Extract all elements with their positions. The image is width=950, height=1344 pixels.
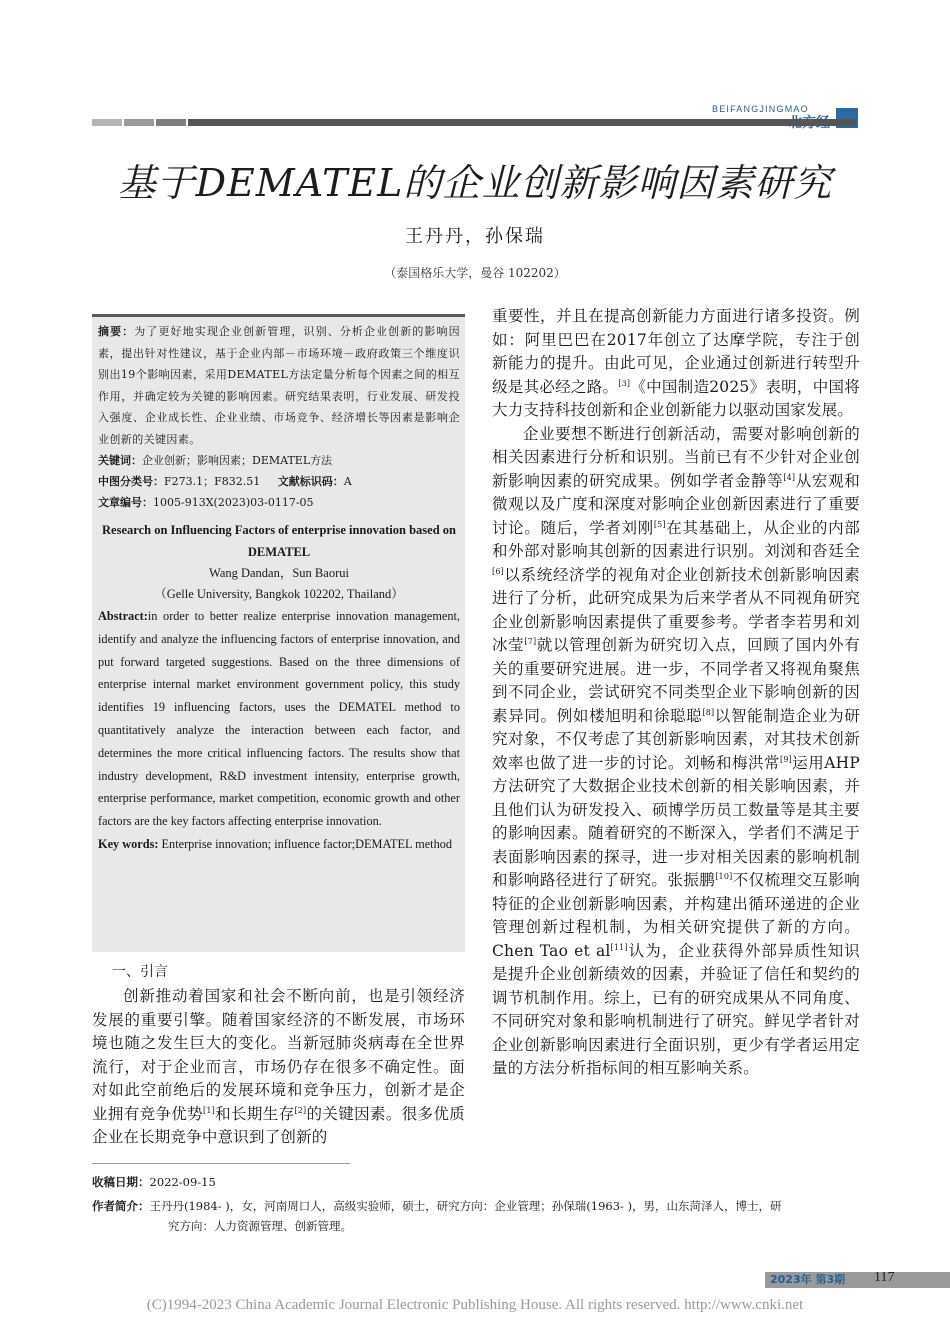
citation-ref-10: [10] xyxy=(715,871,733,881)
citation-ref-5: [5] xyxy=(653,519,666,529)
intro-text-part2: 和长期生存 xyxy=(214,1104,295,1123)
right-p2-s3: 在其基础上，从企业的内部和外部对影响其创新的因素进行识别。刘浏和沓廷全 xyxy=(492,518,860,560)
citation-ref-7: [7] xyxy=(524,636,537,646)
english-authors: Wang Dandan，Sun Baorui xyxy=(209,566,349,580)
right-p2-s6: 以智能制造企业为研究对象，不仅考虑了其创新影响因素，对其技术创新效率也做了进一步的讨论。刘畅和梅洪常 xyxy=(492,706,860,772)
author-bio-line-2: 究方向：人力资源管理、创新管理。 xyxy=(168,1219,352,1233)
clc-value: F273.1；F832.51 xyxy=(164,475,261,488)
citation-ref-11: [11] xyxy=(610,942,628,952)
author-bio-text-1: 王丹丹(1984- )，女，河南周口人，高级实验师，硕士，研究方向：企业管理；孙保瑞(1963- )，男，山东菏泽人，博士，研 xyxy=(149,1199,782,1213)
right-p1-text-b: 《中国制造2025》表明，中国将大力支持科技创新和企业创新能力以驱动国家发展。 xyxy=(492,377,860,419)
footnote-rule xyxy=(92,1163,350,1164)
paper-authors: 王丹丹，孙保瑞 xyxy=(405,226,545,247)
paper-title: 基于DEMATEL的企业创新影响因素研究 xyxy=(117,161,833,205)
classification-line xyxy=(98,471,460,492)
right-p2-s2: 从宏观和微观以及广度和深度对影响企业创新因素进行了重要讨论。随后，学者刘刚 xyxy=(492,471,860,537)
right-paragraph-1 xyxy=(492,305,860,423)
page-number: 117 xyxy=(874,1270,895,1285)
received-date-label: 收稿日期： xyxy=(92,1175,150,1189)
author-bio-line-1 xyxy=(92,1196,862,1216)
right-p2-s9: 认为，企业获得外部异质性知识是提升企业创新绩效的因素，并验证了信任和契约的调节机制作用。综上，已有的研究成果从不同角度、不同研究对象和影响机制进行了研究。鲜见学者针对企业创新影响因素进行全面识别，更少有学者运用定量的方法分析指标间的相互影响关系。 xyxy=(492,941,860,1077)
article-number-label: 文章编号： xyxy=(98,496,153,509)
left-column-body xyxy=(92,985,465,1150)
citation-ref-4: [4] xyxy=(783,472,796,482)
article-number-value: 1005-913X(2023)03-0117-05 xyxy=(153,496,314,509)
right-p1-text-a: 重要性，并且在提高创新能力方面进行诸多投资。例如：阿里巴巴在2017年创立了达摩学院，专注于创新能力的提升。由此可见，企业通过创新进行转型升级是其必经之路。 xyxy=(492,307,860,396)
citation-ref-6: [6] xyxy=(492,566,504,576)
keywords-line xyxy=(98,450,460,471)
english-keywords-label: Key words: xyxy=(98,836,159,851)
right-p2-s7: 运用AHP方法研究了大数据企业技术创新的相关影响因素，并且他们认为研发投入、硕博学历员工数量等是其主要的影响因素。随着研究的不断深入，学者们不满足于表面影响因素的探寻，进一步对相关因素的影响机制和影响路径进行了研究。张振鹏 xyxy=(492,753,860,889)
paper-affiliation: （泰国格乐大学，曼谷 102202） xyxy=(384,266,566,280)
keywords-value: 企业创新；影响因素；DEMATEL方法 xyxy=(142,454,333,467)
abstract-cn-text: 为了更好地实现企业创新管理，识别、分析企业创新的影响因素，提出针对性建议，基于企业内部－市场环境－政府政策三个维度识别出19个影响因素，采用DEMATEL方法定量分析每个因素之间的相互作用，并确定较为关键的影响因素。研究结果表明，行业发展、研发投入强度、企业成长性、企业业绩、市场竞争、经济增长等因素是影响企业创新的关键因素。 xyxy=(98,325,460,446)
citation-ref-2: [2] xyxy=(294,1105,307,1115)
section-heading-introduction: 一、引言 xyxy=(112,964,168,980)
right-p2-s5: 就以管理创新为研究切入点，回顾了国内外有关的重要研究进展。进一步，不同学者又将视角聚焦到不同企业，尝试研究不同类型企业下影响创新的因素异同。例如楼旭明和徐聪聪 xyxy=(492,636,860,725)
right-p2-s4: 以系统经济学的视角对企业创新技术创新影响因素进行了分析，此研究成果为后来学者从不同视角研究企业创新影响因素提供了重要参考。学者李若男和刘冰莹 xyxy=(492,565,860,654)
clc-label: 中图分类号： xyxy=(98,475,164,488)
abstract-cn xyxy=(98,321,460,450)
article-number-line xyxy=(98,492,460,513)
english-keywords xyxy=(98,833,460,856)
citation-ref-1: [1] xyxy=(203,1105,215,1115)
right-p2-s1: 企业要想不断进行创新活动，需要对影响创新的相关因素进行分析和识别。当前已有不少针对企业创新影响因素的研究成果。例如学者金静等 xyxy=(492,424,860,490)
abstract-box xyxy=(92,314,465,952)
english-abstract-label: Abstract: xyxy=(98,609,148,623)
intro-text-part1: 创新推动着国家和社会不断向前，也是引领经济发展的重要引擎。随着国家经济的不断发展，市场环境也随之发生巨大的变化。当新冠肺炎病毒在全世界流行，对于企业而言，市场仍存在很多不确定性。面对如此空前绝后的发展环境和竞争压力，创新才是企业拥有竞争优势 xyxy=(92,987,465,1123)
received-date-value: 2022-09-15 xyxy=(149,1175,216,1189)
citation-ref-3: [3] xyxy=(618,378,631,388)
english-title: Research on Influencing Factors of enterprise innovation based on DEMATEL xyxy=(102,523,456,559)
citation-ref-9: [9] xyxy=(780,754,792,764)
intro-paragraph xyxy=(92,985,465,1150)
abstract-label: 摘要： xyxy=(98,325,135,338)
english-abstract xyxy=(98,605,460,833)
issue-label: 2023年 第3期 xyxy=(770,1273,846,1286)
journal-name-pinyin: BEIFANGJINGMAO xyxy=(712,104,809,114)
english-keywords-value: Enterprise innovation; influence factor;DEMATEL method xyxy=(161,836,453,851)
keywords-label: 关键词： xyxy=(98,454,142,467)
right-p2-s8: 不仅梳理交互影响特征的企业创新影响因素，并构建出循环递进的企业管理创新过程机制，为相关研究提供了新的方向。Chen Tao et al xyxy=(492,871,860,960)
received-date-line xyxy=(92,1172,862,1192)
doc-code-value: A xyxy=(343,475,352,488)
intro-text-part3: 的关键因素。很多优质企业在长期竞争中意识到了创新的 xyxy=(92,1104,465,1146)
right-paragraph-2 xyxy=(492,423,860,1081)
right-column-body xyxy=(492,305,860,1081)
english-abstract-text: in order to better realize enterprise innovation management, identify and analyze the influencing factors of enterprise innovation, and put forward targeted suggestions. Based on the three dimensions of enterprise internal market environment government policy, this study identifies 19 influencing factors, uses the DEMATEL method to quantitatively analyze the interaction between each factor, and determines the more critical influencing factors. The results show that industry development, R&D investment intensity, enterprise growth, enterprise performance, market competition, economic growth and other factors are the key factors affecting enterprise innovation. xyxy=(98,609,460,829)
copyright-line: (C)1994-2023 China Academic Journal Electronic Publishing House. All rights reserved. http://www.cnki.net xyxy=(146,1297,804,1313)
author-bio-label: 作者简介： xyxy=(92,1199,150,1213)
doc-code-label: 文献标识码： xyxy=(277,475,344,488)
english-affiliation: （Gelle University, Bangkok 102202, Thailand） xyxy=(154,587,404,601)
citation-ref-8: [8] xyxy=(702,707,715,717)
